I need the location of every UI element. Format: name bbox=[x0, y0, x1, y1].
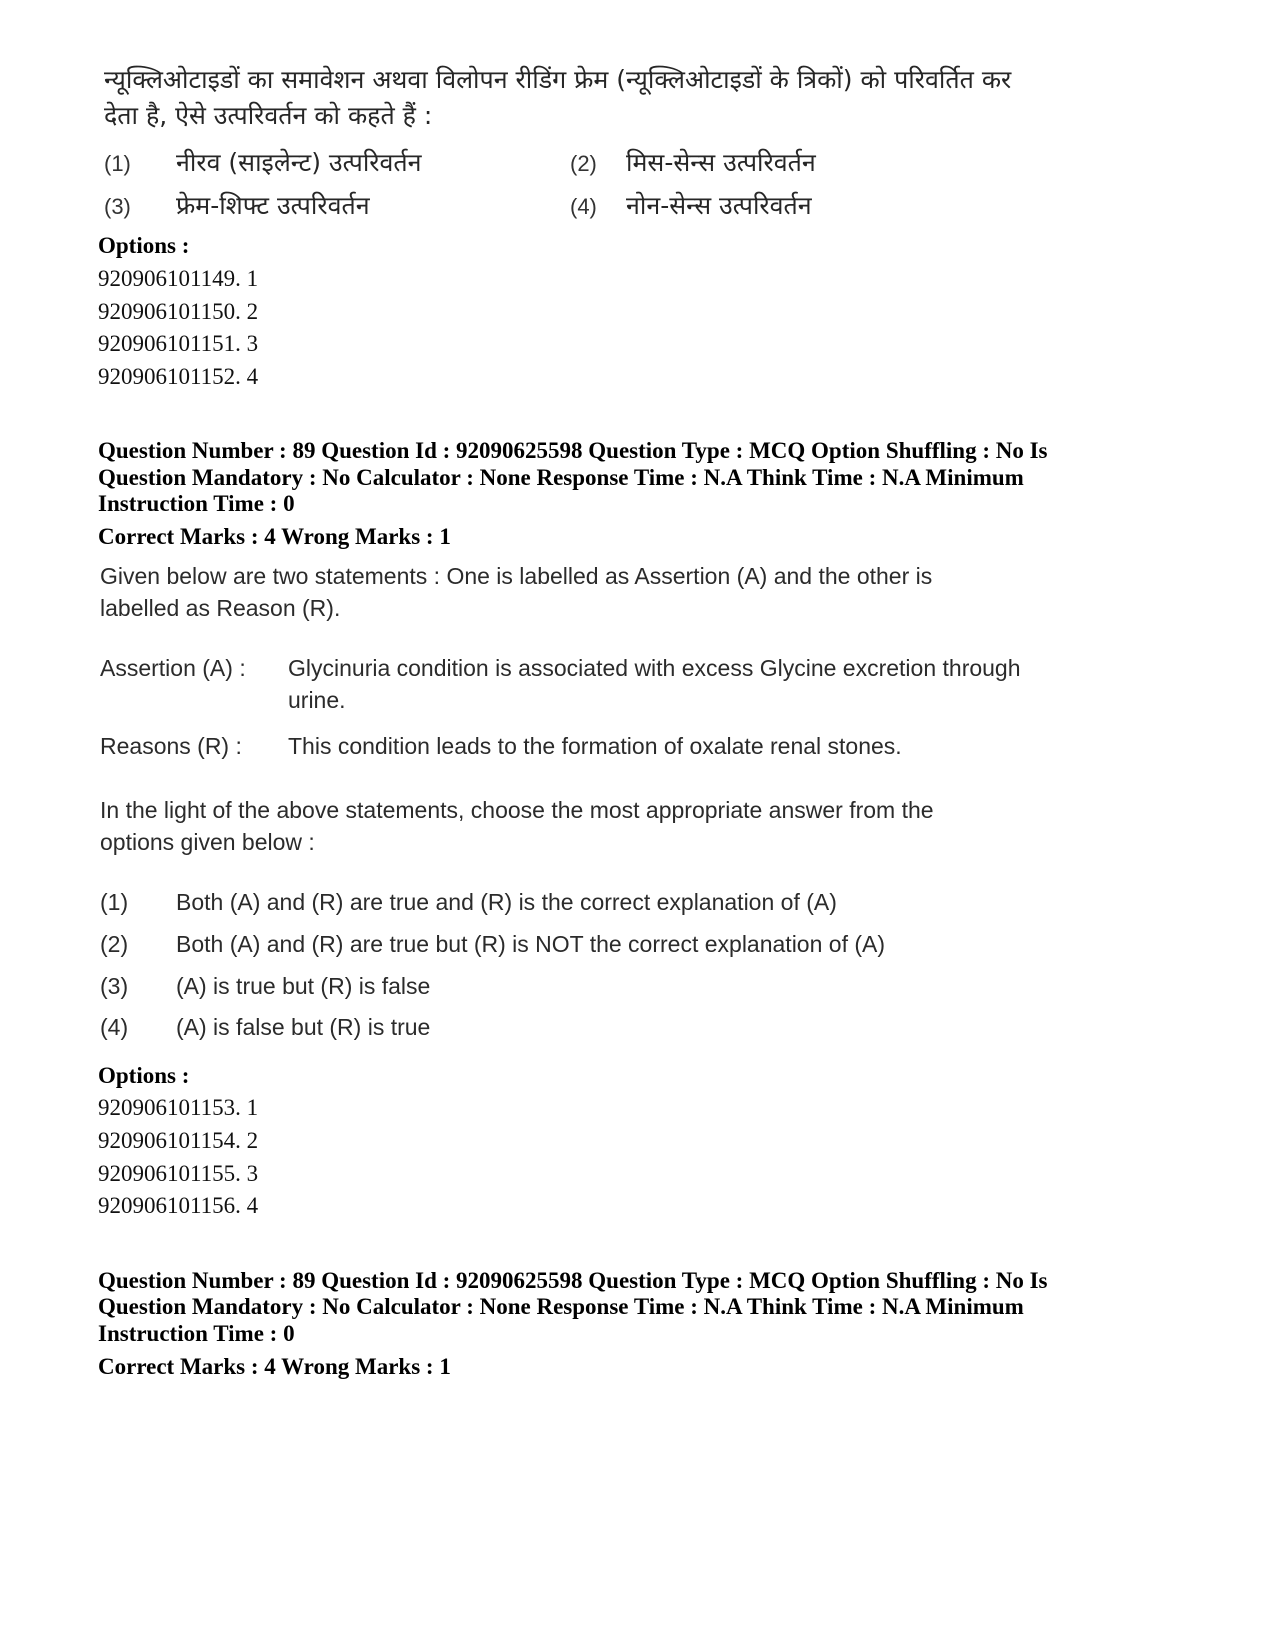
option-id: 920906101155. 3 bbox=[98, 1161, 259, 1186]
answer-text: Both (A) and (R) are true and (R) is the correct explanation of (A) bbox=[176, 889, 837, 915]
hindi-option-2 bbox=[570, 145, 816, 182]
marks-line: Correct Marks : 4 Wrong Marks : 1 bbox=[98, 1354, 451, 1379]
hindi-option-3 bbox=[104, 188, 370, 225]
answer-text: (A) is true but (R) is false bbox=[176, 973, 431, 999]
option-number: (2) bbox=[570, 151, 597, 176]
question-intro-line: labelled as Reason (R). bbox=[100, 595, 341, 621]
option-text: फ्रेम-शिफ्ट उत्परिवर्तन bbox=[176, 191, 370, 220]
answer-number: (4) bbox=[100, 1014, 129, 1040]
option-number: (4) bbox=[570, 194, 597, 219]
question-meta-line: Instruction Time : 0 bbox=[98, 1321, 295, 1346]
option-id: 920906101156. 4 bbox=[98, 1193, 259, 1218]
hindi-stem-line: न्यूक्लिओटाइडों का समावेशन अथवा विलोपन रीडिंग फ्रेम (न्यूक्लिओटाइडों के त्रिकों) को परिवर्तित कर bbox=[104, 65, 1012, 94]
option-id: 920906101150. 2 bbox=[98, 299, 259, 324]
answer-number: (2) bbox=[100, 931, 129, 957]
hindi-question-stem bbox=[104, 62, 1124, 134]
option-id: 920906101149. 1 bbox=[98, 266, 259, 291]
option-number: (3) bbox=[104, 194, 131, 219]
answer-text: (A) is false but (R) is true bbox=[176, 1014, 431, 1040]
options-label: Options : bbox=[98, 1063, 190, 1088]
option-id: 920906101154. 2 bbox=[98, 1128, 259, 1153]
question-meta-line: Question Number : 89 Question Id : 92090625598 Question Type : MCQ Option Shuffling : No Is bbox=[98, 438, 1048, 463]
options-label: Options : bbox=[98, 233, 190, 258]
option-id: 920906101152. 4 bbox=[98, 364, 259, 389]
option-text: मिस-सेन्स उत्परिवर्तन bbox=[626, 148, 816, 177]
assertion-text: urine. bbox=[288, 687, 346, 713]
assertion-label: Assertion (A) : bbox=[100, 655, 246, 681]
question-instruction-line: options given below : bbox=[100, 829, 315, 855]
question-meta-line: Question Number : 89 Question Id : 92090625598 Question Type : MCQ Option Shuffling : No Is bbox=[98, 1268, 1048, 1293]
question-meta-line: Question Mandatory : No Calculator : None Response Time : N.A Think Time : N.A Minimum bbox=[98, 1294, 1024, 1319]
marks-line: Correct Marks : 4 Wrong Marks : 1 bbox=[98, 524, 451, 549]
answer-number: (3) bbox=[100, 973, 129, 999]
assertion-text: Glycinuria condition is associated with excess Glycine excretion through bbox=[288, 655, 1021, 681]
hindi-option-4 bbox=[570, 188, 812, 225]
option-id: 920906101153. 1 bbox=[98, 1095, 259, 1120]
hindi-stem-line: देता है, ऐसे उत्परिवर्तन को कहते हैं : bbox=[104, 101, 433, 130]
question-instruction-line: In the light of the above statements, choose the most appropriate answer from the bbox=[100, 797, 934, 823]
answer-text: Both (A) and (R) are true but (R) is NOT the correct explanation of (A) bbox=[176, 931, 886, 957]
question-meta-line: Question Mandatory : No Calculator : None Response Time : N.A Think Time : N.A Minimum bbox=[98, 465, 1024, 490]
reason-text: This condition leads to the formation of oxalate renal stones. bbox=[288, 733, 902, 759]
option-text: नोन-सेन्स उत्परिवर्तन bbox=[626, 191, 812, 220]
option-number: (1) bbox=[104, 151, 131, 176]
option-text: नीरव (साइलेन्ट) उत्परिवर्तन bbox=[176, 148, 422, 177]
question-meta-line: Instruction Time : 0 bbox=[98, 491, 295, 516]
reason-label: Reasons (R) : bbox=[100, 733, 242, 759]
option-id: 920906101151. 3 bbox=[98, 331, 259, 356]
question-intro-line: Given below are two statements : One is labelled as Assertion (A) and the other is bbox=[100, 563, 933, 589]
hindi-option-1 bbox=[104, 145, 422, 182]
answer-number: (1) bbox=[100, 889, 129, 915]
